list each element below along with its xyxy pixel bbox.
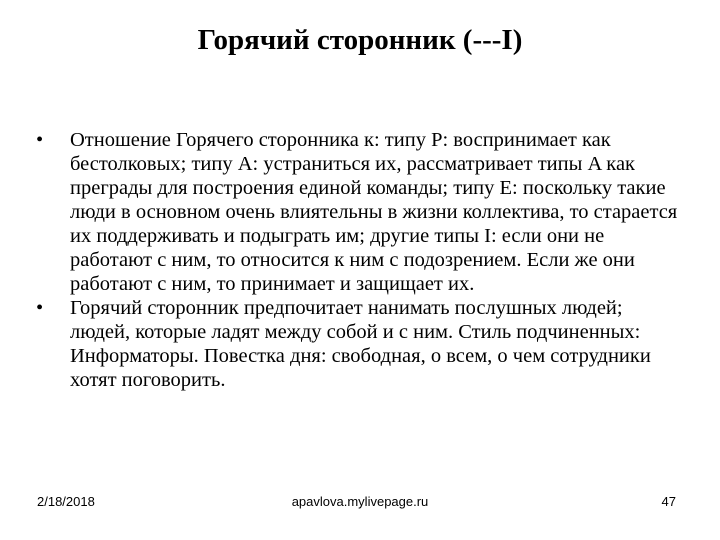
page-number: 47 — [661, 494, 676, 509]
footer-site: apavlova.mylivepage.ru — [291, 494, 429, 509]
bullet-marker: • — [36, 297, 44, 319]
bullet-text: Отношение Горячего сторонника к: типу P: воспринимает как бестолковых; типу A: устраниться их, рассматривает типы A как преграды для построения единой команды; типу E: поскольку такие люди в основном очень влиятельны в жизни коллектива, то старается их поддерживать и подыграть им; другие типы I: если они не работают с ним, то относится к ним с подозрением. Если же они работают с ним, то принимает и защищает их. — [70, 129, 678, 295]
bullet-list — [36, 128, 686, 392]
slide-title: Горячий сторонник (---I) — [197, 24, 523, 56]
bullet-marker: • — [36, 129, 44, 151]
bullet-item — [36, 128, 686, 296]
bullet-item — [36, 296, 686, 392]
bullet-text: Горячий сторонник предпочитает нанимать послушных людей; людей, которые ладят между собой и с ним. Стиль подчиненных: Информаторы. Повестка дня: свободная, о всем, о чем сотрудники хотят поговорить. — [70, 297, 651, 391]
footer-date: 2/18/2018 — [37, 494, 95, 509]
